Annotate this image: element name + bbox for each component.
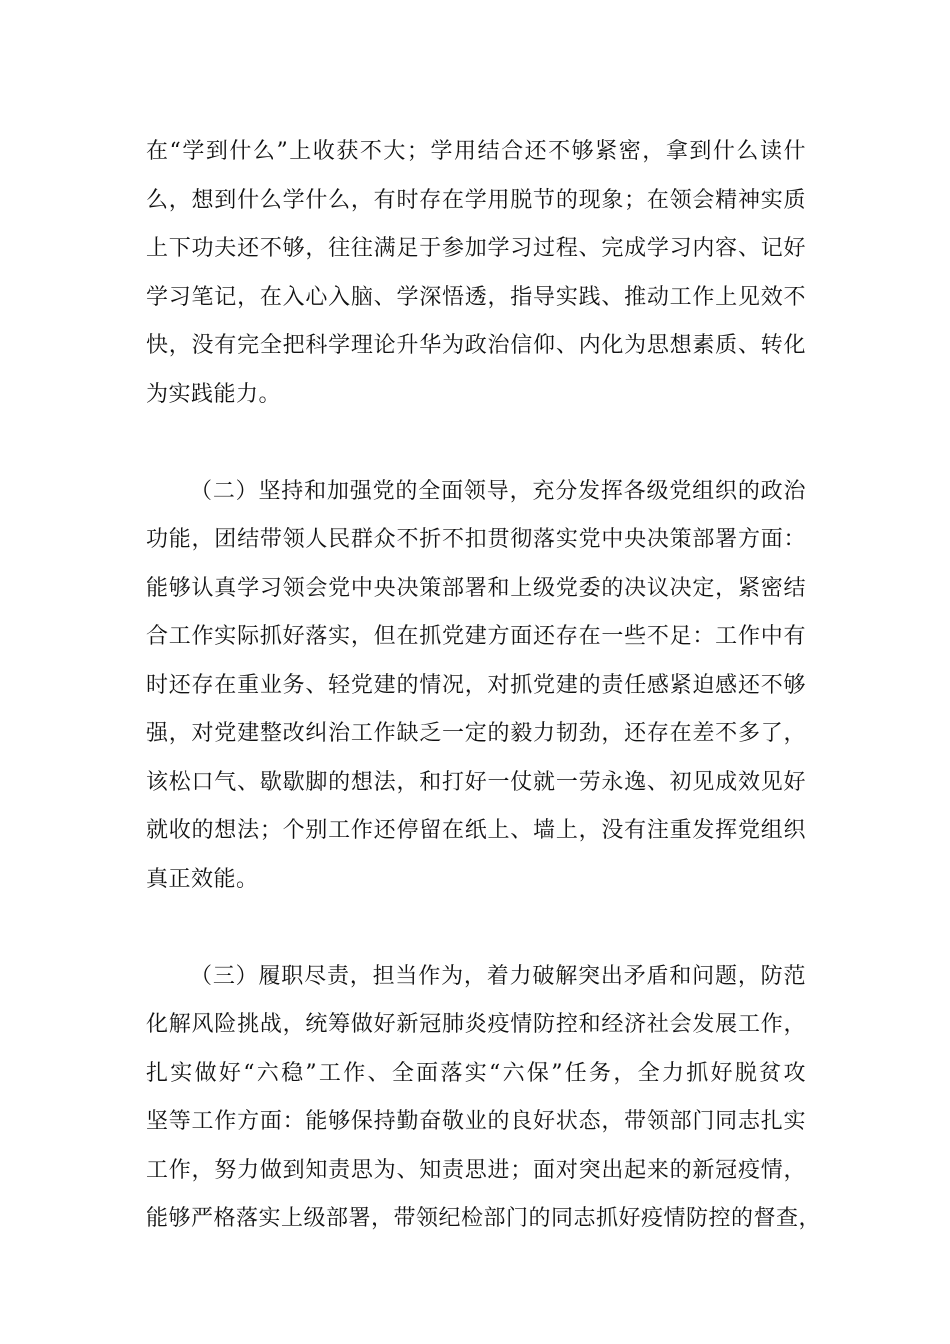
text-line: 为实践能力。: [146, 381, 282, 407]
text-line: 强，对党建整改纠治工作缺乏一定的毅力韧劲，还存在差不多了，: [146, 721, 806, 746]
text-line: 化解风险挑战，统筹做好新冠肺炎疫情防控和经济社会发展工作，: [146, 1012, 806, 1037]
paragraph-gap: [146, 904, 806, 953]
text-line: 能够严格落实上级部署，带领纪检部门的同志抓好疫情防控的督查，: [146, 1206, 822, 1231]
text-line: 快，没有完全把科学理论升华为政治信仰、内化为思想素质、转化: [146, 333, 806, 358]
text-line: 坚等工作方面：能够保持勤奋敬业的良好状态，带领部门同志扎实: [146, 1109, 806, 1134]
document-body: [146, 128, 822, 1244]
text-line: 在“学到什么”上收获不大；学用结合还不够紧密，拿到什么读什: [146, 139, 806, 164]
text-line: 么，想到什么学什么，有时存在学用脱节的现象；在领会精神实质: [146, 187, 806, 213]
paragraph-1: [146, 128, 806, 419]
text-line: 功能，团结带领人民群众不折不扣贯彻落实党中央决策部署方面：: [146, 527, 806, 552]
text-line: 上下功夫还不够，往往满足于参加学习过程、完成学习内容、记好: [146, 236, 806, 261]
text-line: （二）坚持和加强党的全面领导，充分发挥各级党组织的政治: [190, 478, 806, 504]
text-line: （三）履职尽责，担当作为，着力破解突出矛盾和问题，防范: [190, 963, 806, 989]
text-line: 扎实做好“六稳”工作、全面落实“六保”任务，全力抓好脱贫攻: [146, 1060, 806, 1086]
paragraph-3: [146, 953, 822, 1244]
text-line: 能够认真学习领会党中央决策部署和上级党委的决议决定，紧密结: [146, 575, 806, 601]
paragraph-2: [146, 468, 806, 905]
paragraph-gap: [146, 419, 806, 468]
text-line: 该松口气、歇歇脚的想法，和打好一仗就一劳永逸、初见成效见好: [146, 769, 806, 795]
text-line: 时还存在重业务、轻党建的情况，对抓党建的责任感紧迫感还不够: [146, 672, 806, 698]
text-line: 合工作实际抓好落实，但在抓党建方面还存在一些不足：工作中有: [146, 624, 806, 649]
text-line: 就收的想法；个别工作还停留在纸上、墙上，没有注重发挥党组织: [146, 818, 806, 843]
text-line: 真正效能。: [146, 866, 259, 892]
text-line: 学习笔记，在入心入脑、学深悟透，指导实践、推动工作上见效不: [146, 284, 806, 310]
text-line: 工作，努力做到知责思为、知责思进；面对突出起来的新冠疫情，: [146, 1157, 806, 1183]
